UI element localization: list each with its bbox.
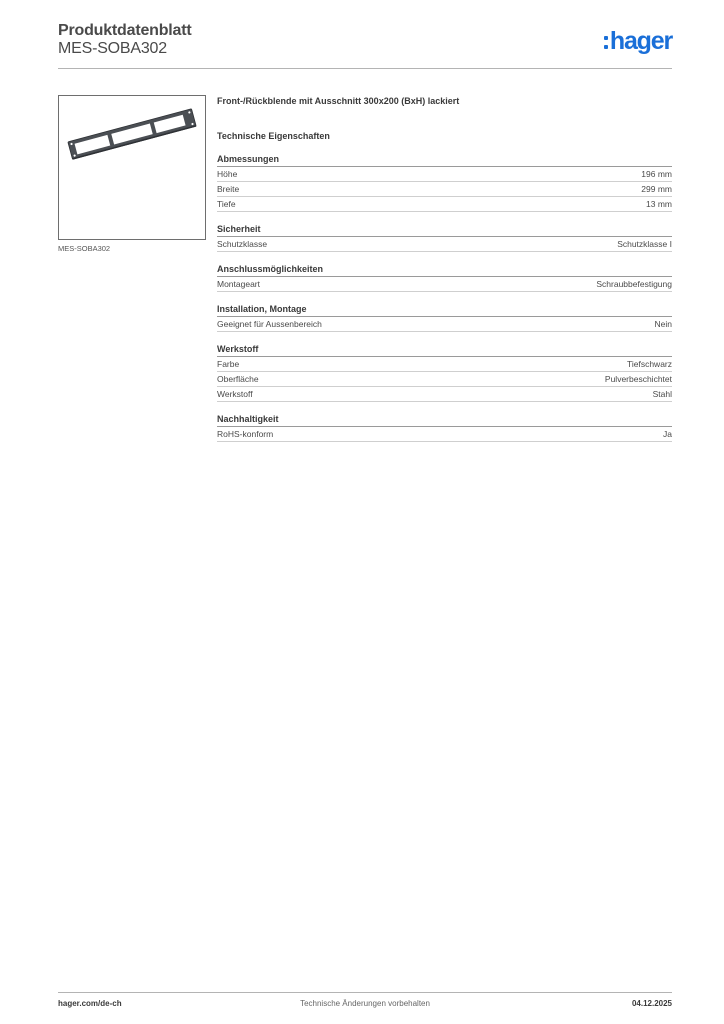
- table-row: [217, 317, 672, 332]
- logo-text: hager: [609, 27, 672, 55]
- row-value: Schraubbefestigung: [596, 279, 672, 289]
- section-title: Werkstoff: [217, 343, 672, 357]
- row-value: Pulverbeschichtet: [604, 374, 672, 384]
- logo-colon-icon: [604, 36, 608, 49]
- section-material: [217, 343, 672, 402]
- section-connections: [217, 263, 672, 292]
- table-row: [217, 182, 672, 197]
- row-label: Farbe: [217, 359, 240, 369]
- row-label: Oberfläche: [217, 374, 259, 384]
- row-label: Tiefe: [217, 199, 236, 209]
- page-header: [58, 20, 672, 69]
- row-label: Breite: [217, 184, 240, 194]
- row-label: Höhe: [217, 169, 238, 179]
- row-label: Schutzklasse: [217, 239, 268, 249]
- table-row: [217, 357, 672, 372]
- section-installation: [217, 303, 672, 332]
- table-row: [217, 237, 672, 252]
- product-content: [217, 95, 672, 442]
- front-panel-illustration: [59, 96, 205, 239]
- table-row: [217, 167, 672, 182]
- product-description: Front-/Rückblende mit Ausschnitt 300x200 (BxH) lackiert: [217, 96, 460, 106]
- row-value: Ja: [663, 429, 672, 439]
- table-row: [217, 427, 672, 442]
- table-row: [217, 277, 672, 292]
- section-title: Anschlussmöglichkeiten: [217, 263, 672, 277]
- section-title: Installation, Montage: [217, 303, 672, 317]
- section-title: Sicherheit: [217, 223, 672, 237]
- row-value: Stahl: [652, 389, 672, 399]
- row-label: Geeignet für Aussenbereich: [217, 319, 322, 329]
- row-value: 13 mm: [646, 199, 672, 209]
- document-title: Produktdatenblatt: [58, 22, 192, 39]
- row-value: Nein: [654, 319, 672, 329]
- tech-properties-heading: Technische Eigenschaften: [217, 131, 330, 141]
- page-footer: [58, 992, 672, 1013]
- row-label: Werkstoff: [217, 389, 253, 399]
- footer-website-link[interactable]: hager.com/de-ch: [58, 999, 122, 1008]
- section-sustainability: [217, 413, 672, 442]
- product-image: [58, 95, 206, 240]
- document-subtitle: MES-SOBA302: [58, 40, 167, 57]
- row-label: RoHS-konform: [217, 429, 274, 439]
- table-row: [217, 197, 672, 212]
- footer-date: 04.12.2025: [631, 999, 672, 1008]
- section-title: Abmessungen: [217, 153, 672, 167]
- section-safety: [217, 223, 672, 252]
- row-value: Tiefschwarz: [626, 359, 672, 369]
- row-value: 196 mm: [641, 169, 672, 179]
- footer-notice: Technische Änderungen vorbehalten: [300, 999, 430, 1008]
- image-caption: MES-SOBA302: [58, 244, 111, 253]
- section-title: Nachhaltigkeit: [217, 413, 672, 427]
- table-row: [217, 372, 672, 387]
- row-label: Montageart: [217, 279, 260, 289]
- table-row: [217, 387, 672, 402]
- section-dimensions: [217, 153, 672, 212]
- row-value: 299 mm: [641, 184, 672, 194]
- row-value: Schutzklasse I: [617, 239, 672, 249]
- hager-logo[interactable]: [604, 28, 672, 58]
